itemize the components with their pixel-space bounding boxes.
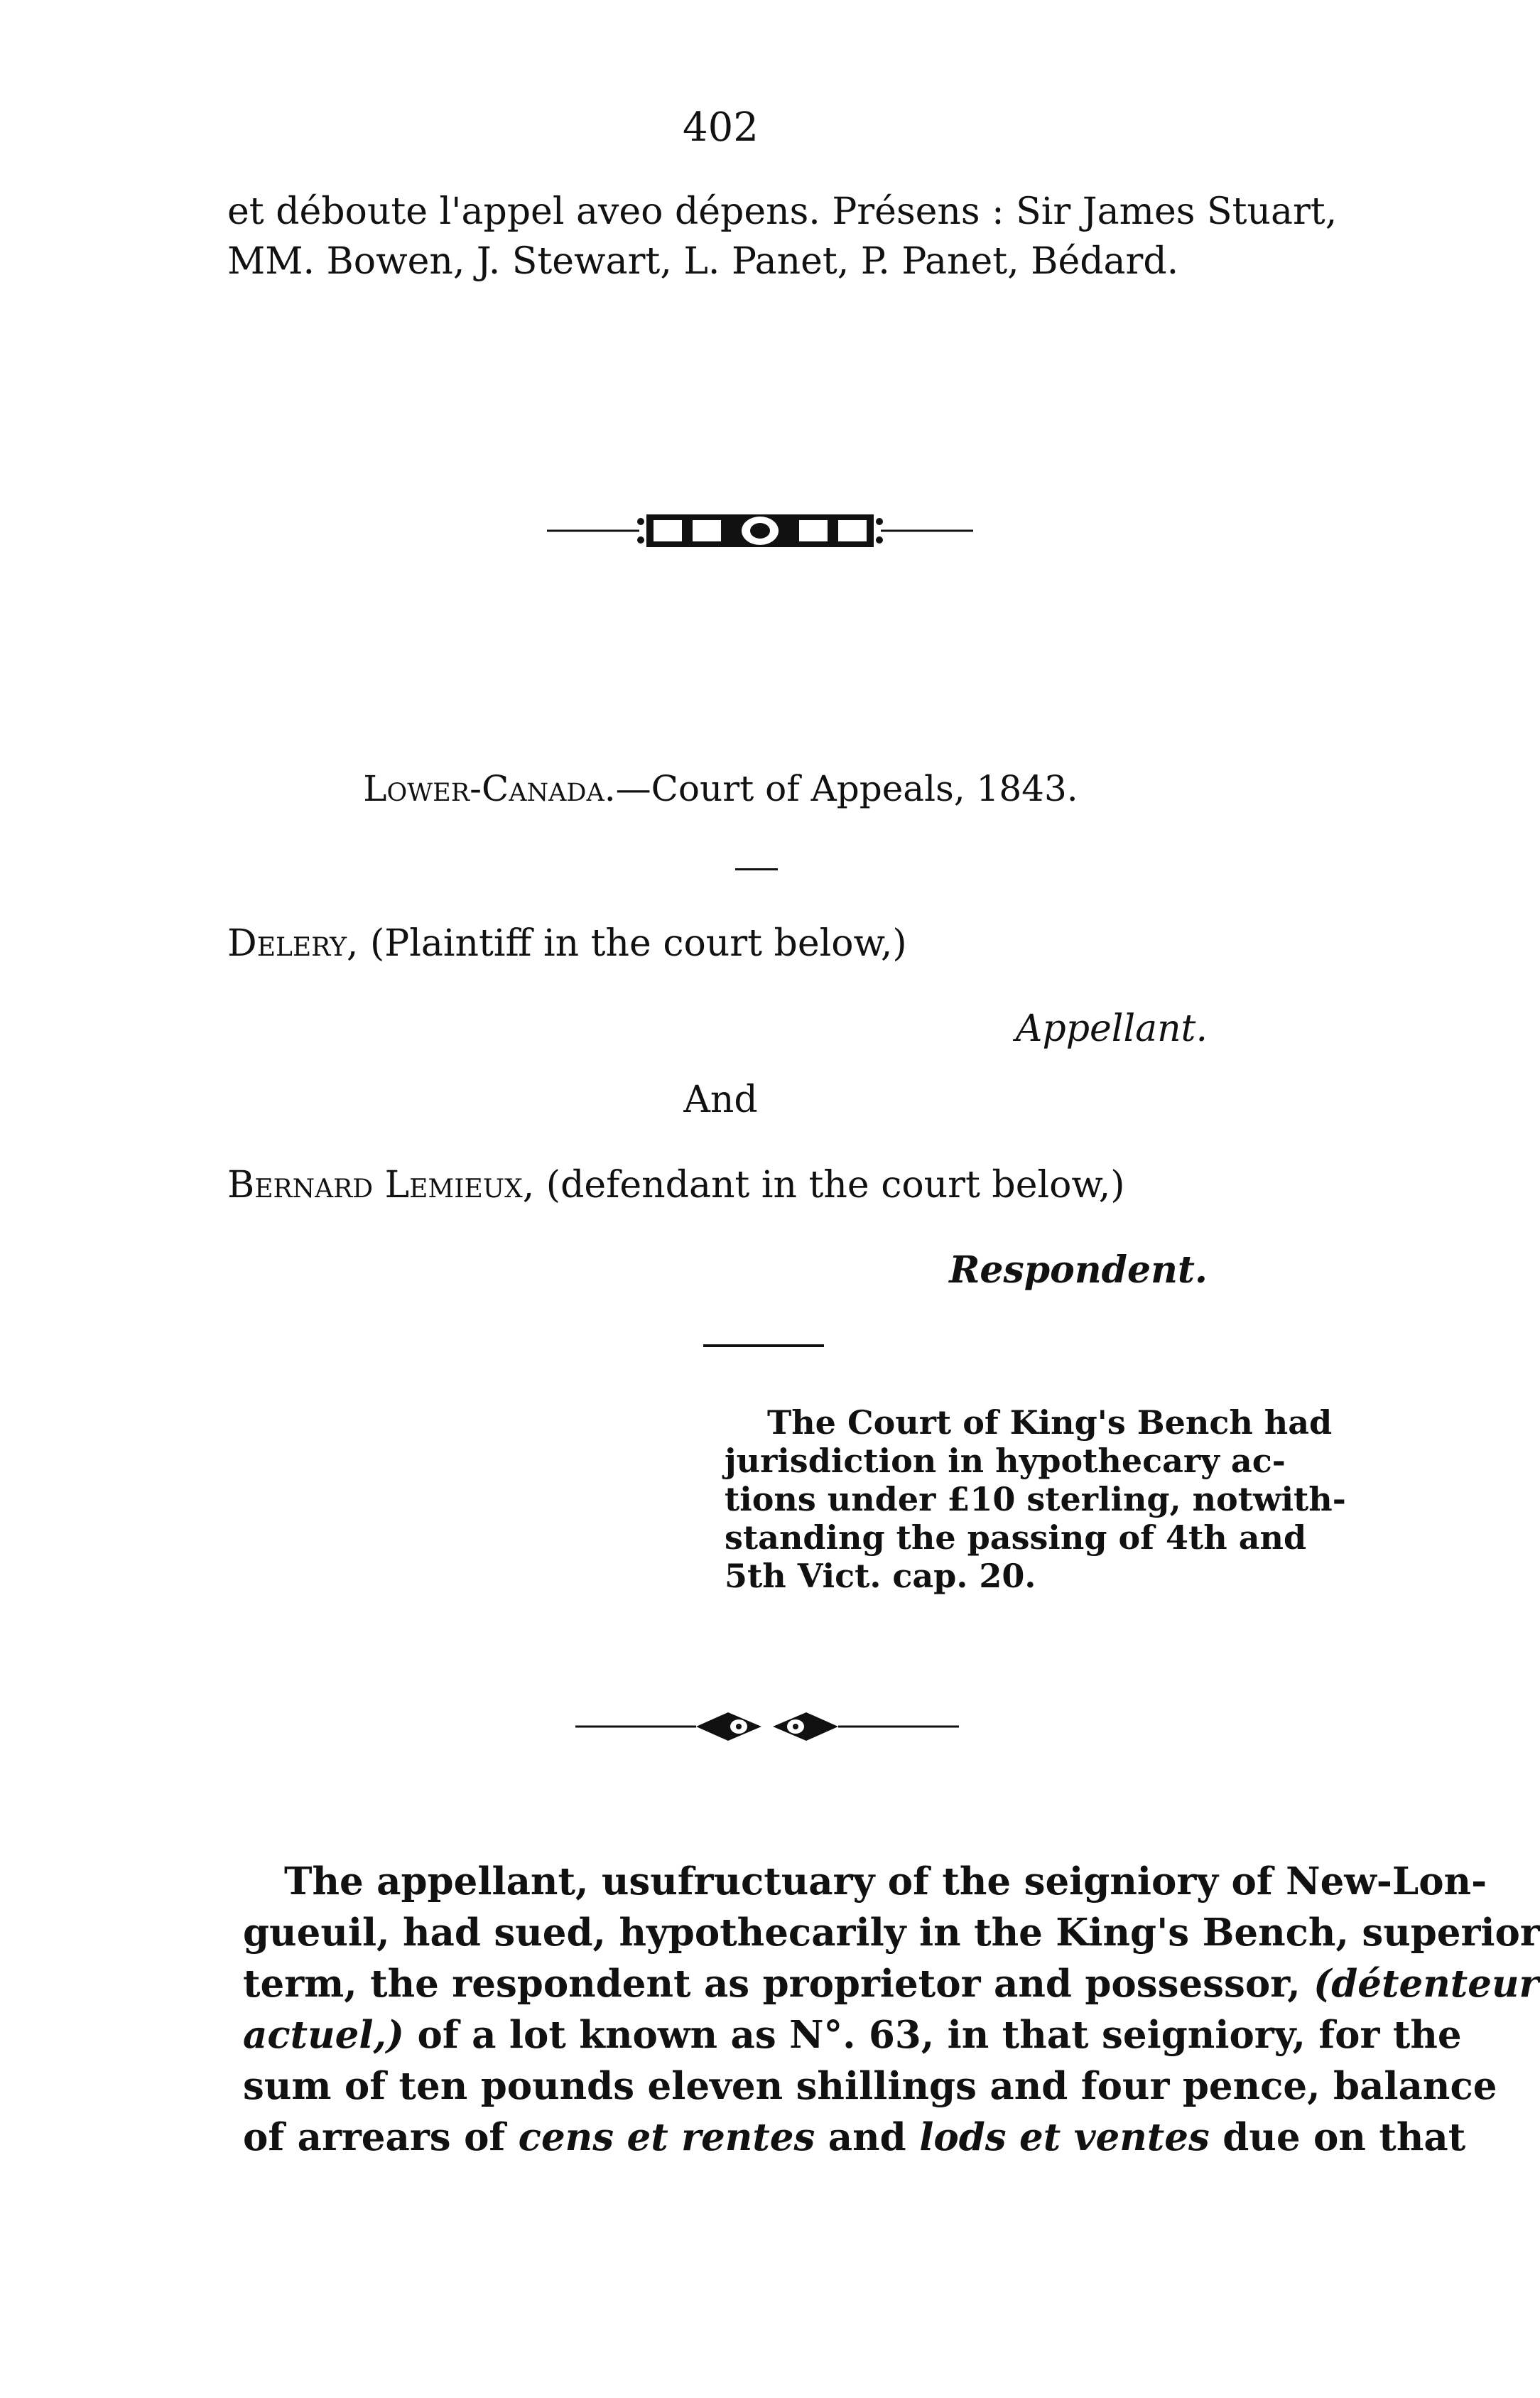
body-line-3 xyxy=(243,1962,1539,2006)
case-heading xyxy=(0,767,1441,810)
body-line-6 xyxy=(243,2115,1466,2159)
headnote-line-2: jurisdiction in hypothecary ac- xyxy=(725,1442,1286,1480)
respondent-line xyxy=(227,1164,1125,1206)
heading-court: —Court of Appeals, 1843. xyxy=(615,768,1078,809)
body-line-3a: term, the respondent as proprietor and possessor, xyxy=(243,1962,1314,2006)
body-line-2: gueuil, had sued, hypothecarily in the King's Bench, superior xyxy=(243,1911,1540,1955)
body-line-4a: actuel,) xyxy=(243,2013,405,2057)
body-line-5: sum of ten pounds eleven shillings and four pence, balance xyxy=(243,2064,1497,2108)
medium-rule xyxy=(703,1344,824,1347)
headnote-line-1: The Court of King's Bench had xyxy=(767,1403,1333,1442)
appellant-name: Delery, xyxy=(227,922,359,965)
page-number: 402 xyxy=(683,104,759,151)
ornament-divider-icon xyxy=(547,506,973,556)
body-line-6e: due on that xyxy=(1209,2115,1466,2159)
body-line-3b: (détenteur xyxy=(1313,1962,1539,2006)
conjunction: And xyxy=(683,1079,758,1121)
diamond-ornament-icon xyxy=(575,1705,959,1748)
top-line-2: MM. Bowen, J. Stewart, L. Panet, P. Panet, Bédard. xyxy=(227,240,1179,283)
respondent-description: (defendant in the court below,) xyxy=(546,1164,1125,1206)
body-line-6c: and xyxy=(815,2115,920,2159)
respondent-name: Bernard Lemieux, xyxy=(227,1164,535,1206)
body-line-4b: of a lot known as N°. 63, in that seigniory, for the xyxy=(404,2013,1462,2057)
short-rule xyxy=(735,868,778,870)
body-line-1: The appellant, usufructuary of the seigniory of New-Lon- xyxy=(284,1859,1487,1903)
respondent-role: Respondent. xyxy=(949,1248,1208,1292)
body-line-6b: cens et rentes xyxy=(518,2115,815,2159)
body-line-6d: lods et ventes xyxy=(919,2115,1210,2159)
body-line-6a: of arrears of xyxy=(243,2115,519,2159)
headnote-line-5: 5th Vict. cap. 20. xyxy=(725,1557,1036,1595)
appellant-description: (Plaintiff in the court below,) xyxy=(369,922,907,965)
appellant-role: Appellant. xyxy=(1015,1008,1208,1050)
heading-place: Lower-Canada. xyxy=(363,768,616,809)
appellant-line xyxy=(227,922,907,965)
body-line-4 xyxy=(243,2013,1462,2057)
headnote-line-3: tions under £10 sterling, notwith- xyxy=(725,1480,1346,1518)
top-line-1: et déboute l'appel aveo dépens. Présens : Sir James Stuart, xyxy=(227,190,1338,233)
headnote-line-4: standing the passing of 4th and xyxy=(725,1518,1307,1557)
